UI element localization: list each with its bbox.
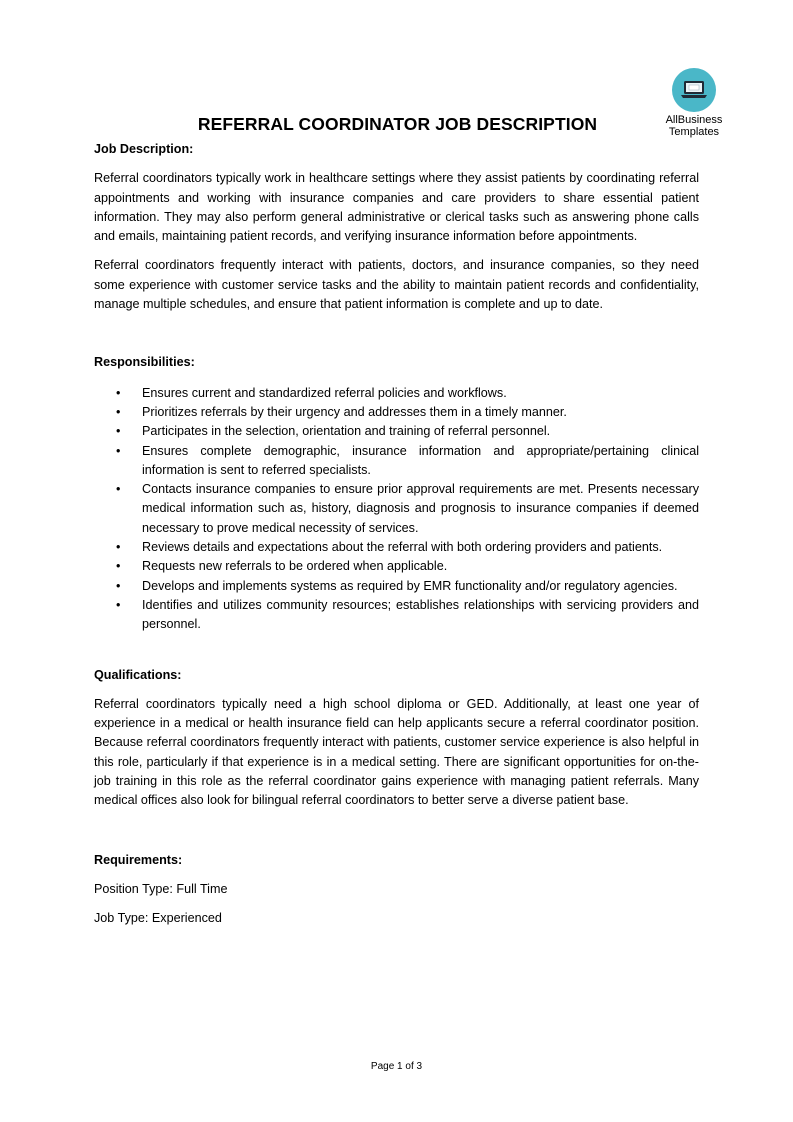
bullet-icon: • (116, 443, 121, 458)
job-description-paragraph-2: Referral coordinators frequently interact with patients, doctors, and insurance companies, so they need some experience with customer service tasks and the ability to maintain patient records and confidentiality, manage multiple schedules, and ensure that patient information is complete and up to date. (94, 258, 699, 312)
bullet-icon: • (116, 482, 121, 497)
position-type: Position Type: Full Time (94, 881, 228, 896)
list-item: • Prioritizes referrals by their urgency and addresses them in a timely manner. (94, 403, 699, 422)
bullet-icon: • (116, 385, 121, 400)
bullet-icon: • (116, 597, 121, 612)
document-body (94, 140, 699, 929)
list-item: • Ensures complete demographic, insurance information and appropriate/pertaining clinical information is sent to referred specialists. (116, 443, 699, 477)
page-title: REFERRAL COORDINATOR JOB DESCRIPTION (197, 114, 598, 134)
page-number: Page 1 of 3 (370, 1061, 423, 1072)
responsibilities-heading: Responsibilities: (94, 355, 195, 370)
logo-line-1: AllBusiness (665, 114, 723, 126)
requirements-heading: Requirements: (94, 852, 183, 867)
responsibilities-list (94, 384, 699, 635)
list-item: • Develops and implements systems as required by EMR functionality and/or regulatory agencies. (94, 577, 699, 596)
job-description-heading: Job Description: (94, 142, 194, 156)
logo-line-2: Templates (668, 126, 720, 138)
list-item: • Participates in the selection, orientation and training of referral personnel. (94, 422, 699, 441)
bullet-icon: • (116, 404, 121, 419)
list-item: • Ensures current and standardized referral policies and workflows. (94, 384, 699, 403)
qualifications-heading: Qualifications: (94, 667, 182, 682)
bullet-icon: • (116, 559, 121, 574)
job-type: Job Type: Experienced (94, 911, 222, 926)
laptop-icon (672, 68, 716, 112)
list-item: • Contacts insurance companies to ensure prior approval requirements are met. Presents necessary medical information such as, history, diagnosis and prognosis to insurance companies if deemed necessary to prove medical necessity of services. (116, 482, 699, 535)
qualifications-paragraph: Referral coordinators typically need a high school diploma or GED. Additionally, at least one year of experience in a medical or health insurance field can help applicants secure a referral coordinator position. Because referral coordinators frequently interact with patients, customer service experience is also helpful in this role, particularly if that experience is in a medical setting. There are significant opportunities for on-the-job training in this role as the referral coordinator gains experience with managing patient referrals. Many medical offices also look for bilingual referral coordinators to better serve a diverse patient base. (94, 696, 699, 808)
bullet-icon: • (116, 578, 121, 593)
job-description-paragraph-1: Referral coordinators typically work in healthcare settings where they assist patients by coordinating referral appointments and working with insurance companies and care providers to share essential patient information. They may also perform general administrative or clerical tasks such as answering phone calls and emails, maintaining patient records, and verifying insurance information before appointments. (94, 171, 699, 244)
list-item: • Requests new referrals to be ordered when applicable. (94, 557, 699, 576)
list-item: • Reviews details and expectations about the referral with both ordering providers and patients. (94, 538, 699, 557)
list-item: • Identifies and utilizes community resources; establishes relationships with servicing providers and personnel. (116, 597, 699, 632)
bullet-icon: • (116, 424, 121, 439)
bullet-icon: • (116, 540, 121, 555)
